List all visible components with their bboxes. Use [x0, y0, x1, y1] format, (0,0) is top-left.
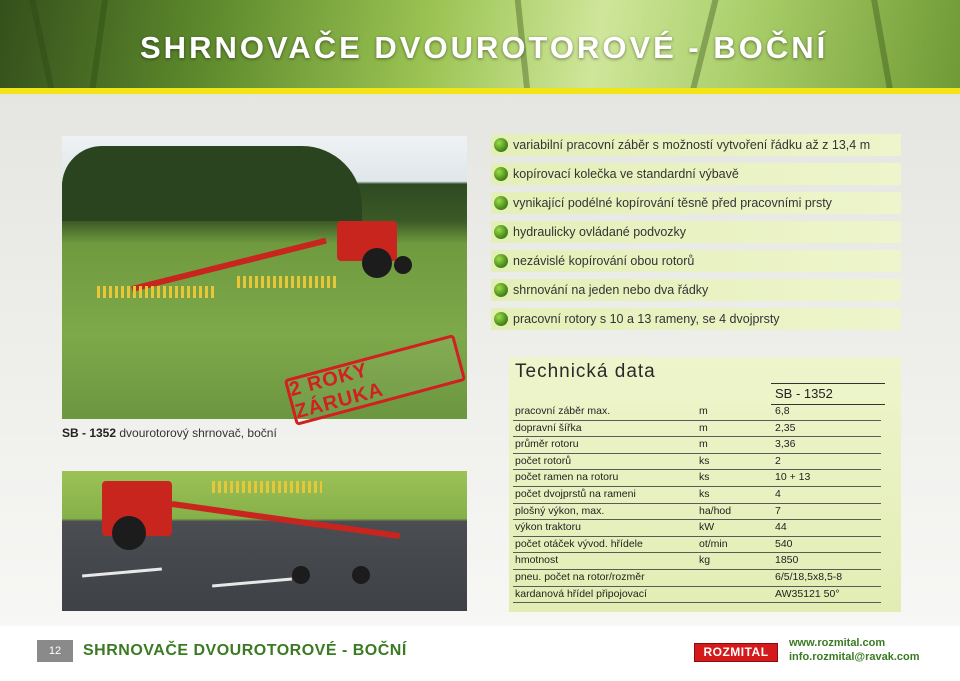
param-cell: počet ramen na rotoru [515, 471, 619, 484]
unit-cell: kg [699, 554, 711, 567]
param-cell: výkon traktoru [515, 521, 581, 534]
table-row [513, 537, 881, 554]
road-photo [62, 471, 467, 611]
value-cell: AW35121 50° [775, 587, 840, 600]
param-cell: pracovní záběr max. [515, 405, 611, 417]
tech-title: Technická data [515, 361, 656, 382]
param-cell: počet otáček vývod. hřídele [515, 537, 643, 550]
value-cell: 1850 [775, 554, 799, 567]
feature-text: shrnování na jeden nebo dva řádky [513, 283, 709, 297]
rake-tines-shape [237, 276, 337, 288]
header-banner [0, 0, 960, 88]
page-number: 12 [37, 640, 73, 662]
grass-blade-decor [87, 0, 110, 88]
table-row [513, 454, 881, 471]
unit-cell: m [699, 421, 708, 434]
photo-caption [62, 426, 277, 440]
table-row [513, 587, 881, 604]
unit-cell: ha/hod [699, 504, 732, 517]
value-cell: 2 [775, 454, 781, 467]
value-cell: 10 + 13 [775, 471, 811, 484]
param-cell: pneu. počet na rotor/rozměr [515, 570, 645, 583]
unit-cell: m [699, 405, 708, 417]
param-cell: počet rotorů [515, 454, 572, 467]
feature-list [491, 134, 901, 337]
value-cell: 3,36 [775, 438, 796, 451]
unit-cell: ks [699, 471, 710, 484]
page-title: SHRNOVAČE DVOUROTOROVÉ - BOČNÍ [140, 30, 829, 65]
bullet-icon [494, 138, 508, 152]
caption-model: SB - 1352 [62, 426, 117, 440]
feature-item [491, 134, 901, 156]
table-row [513, 487, 881, 504]
unit-cell: ot/min [699, 537, 728, 550]
value-cell: 6/5/18,5x8,5-8 [775, 570, 843, 583]
bullet-icon [494, 196, 508, 210]
table-row [513, 437, 881, 454]
param-cell: plošný výkon, max. [515, 504, 605, 517]
caption-text: dvourotorový shrnovač, boční [116, 426, 277, 440]
feature-text: pracovní rotory s 10 a 13 rameny, se 4 dvojprsty [513, 312, 780, 326]
param-cell: kardanová hřídel připojovací [515, 587, 647, 600]
param-cell: hmotnost [515, 554, 559, 567]
table-row [513, 421, 881, 438]
param-cell: průměr rotoru [515, 438, 579, 451]
road-lane-decor [82, 568, 162, 578]
value-cell: 44 [775, 521, 787, 534]
table-row [513, 504, 881, 521]
feature-text: variabilní pracovní záběr s možností vytvoření řádku až z 13,4 m [513, 138, 871, 152]
wheel-shape [362, 248, 392, 278]
road-lane-decor [212, 578, 292, 588]
value-cell: 2,35 [775, 421, 796, 434]
table-row [513, 470, 881, 487]
table-row [513, 404, 881, 421]
tech-data-panel [509, 357, 901, 612]
rake-tines-shape [97, 286, 217, 298]
feature-text: nezávislé kopírování obou rotorů [513, 254, 695, 268]
tech-model-header: SB - 1352 [771, 383, 885, 405]
param-cell: počet dvojprstů na rameni [515, 487, 636, 500]
value-cell: 7 [775, 504, 781, 517]
brand-logo: ROZMITAL [694, 643, 778, 662]
unit-cell: ks [699, 487, 710, 500]
feature-item [491, 279, 901, 301]
wheel-shape [112, 516, 146, 550]
bullet-icon [494, 167, 508, 181]
feature-item [491, 250, 901, 272]
email-link[interactable]: info.rozmital@ravak.com [789, 651, 920, 663]
unit-cell: m [699, 438, 708, 451]
rake-arm-shape [172, 501, 401, 539]
bullet-icon [494, 225, 508, 239]
feature-text: hydraulicky ovládané podvozky [513, 225, 687, 239]
unit-cell: kW [699, 521, 715, 534]
warranty-stamp: 2 ROKY ZÁRUKA [284, 334, 466, 426]
table-row [513, 553, 881, 570]
grass-blade-decor [28, 0, 59, 88]
table-row [513, 570, 881, 587]
website-link[interactable]: www.rozmital.com [789, 637, 886, 649]
grass-blade-decor [870, 0, 897, 88]
unit-cell: ks [699, 454, 710, 467]
feature-item [491, 192, 901, 214]
forest-decor [62, 146, 362, 221]
feature-text: vynikající podélné kopírování těsně před pracovními prsty [513, 196, 832, 210]
table-row [513, 520, 881, 537]
feature-item [491, 163, 901, 185]
bullet-icon [494, 312, 508, 326]
feature-item [491, 221, 901, 243]
tech-table [513, 404, 881, 603]
bullet-icon [494, 254, 508, 268]
bullet-icon [494, 283, 508, 297]
value-cell: 6,8 [775, 405, 790, 417]
rake-tines-shape [212, 481, 322, 493]
wheel-shape [394, 256, 412, 274]
feature-text: kopírovací kolečka ve standardní výbavě [513, 167, 739, 181]
feature-item [491, 308, 901, 330]
param-cell: dopravní šířka [515, 421, 582, 434]
wheel-shape [352, 566, 370, 584]
value-cell: 4 [775, 487, 781, 500]
footer-title: SHRNOVAČE DVOUROTOROVÉ - BOČNÍ [83, 642, 407, 659]
value-cell: 540 [775, 537, 793, 550]
wheel-shape [292, 566, 310, 584]
